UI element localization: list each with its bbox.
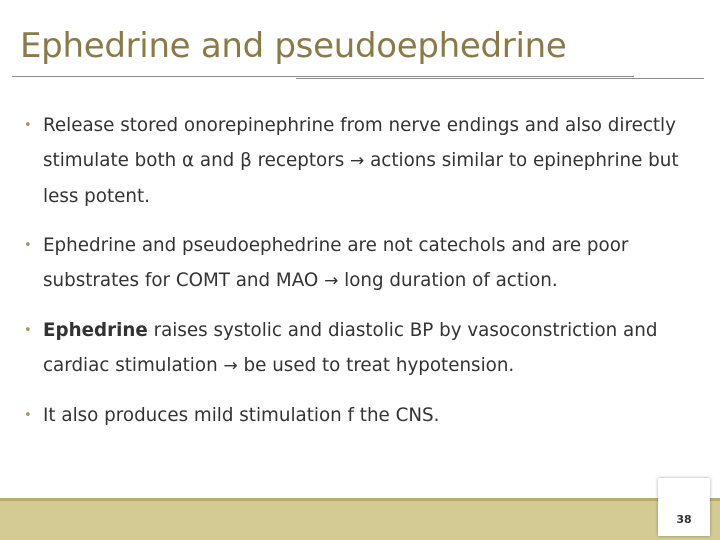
- arrow-right-icon: →: [223, 356, 238, 376]
- bullet-marker: •: [24, 323, 32, 338]
- title-underline: [12, 76, 634, 77]
- bullet-marker: •: [24, 238, 32, 253]
- slide-title: Ephedrine and pseudoephedrine: [20, 26, 567, 66]
- bullet-list: [24, 108, 714, 447]
- bullet-text: raises systolic and diastolic BP by vasoconstriction and cardiac stimulation: [43, 320, 658, 376]
- bullet-item-2: [24, 228, 714, 299]
- bullet-text: Release stored onorepinephrine from nerve endings and also directly stimulate both α and β receptors: [43, 115, 676, 171]
- page-number-box: [658, 478, 710, 536]
- bullet-text-after-arrow: actions similar to epinephrine but less potent.: [43, 150, 679, 207]
- bullet-text-after-arrow: be used to treat hypotension.: [243, 355, 515, 376]
- bullet-item-4: [24, 398, 714, 433]
- bullet-bold-term: Ephedrine: [43, 320, 148, 341]
- arrow-right-icon: →: [324, 271, 339, 291]
- bullet-item-3: [24, 313, 714, 384]
- title-underline-secondary: [296, 78, 704, 79]
- bullet-marker: •: [24, 408, 32, 423]
- arrow-right-icon: →: [350, 151, 365, 171]
- bullet-text: Ephedrine and pseudoephedrine are not catechols and are poor substrates for COMT and MAO: [43, 235, 629, 291]
- bullet-text-after-arrow: long duration of action.: [344, 270, 558, 291]
- page-number: 38: [676, 513, 692, 526]
- bullet-text: It also produces mild stimulation f the CNS.: [43, 405, 440, 426]
- footer-band: [0, 498, 720, 540]
- bullet-item-1: [24, 108, 714, 214]
- bullet-marker: •: [24, 118, 32, 133]
